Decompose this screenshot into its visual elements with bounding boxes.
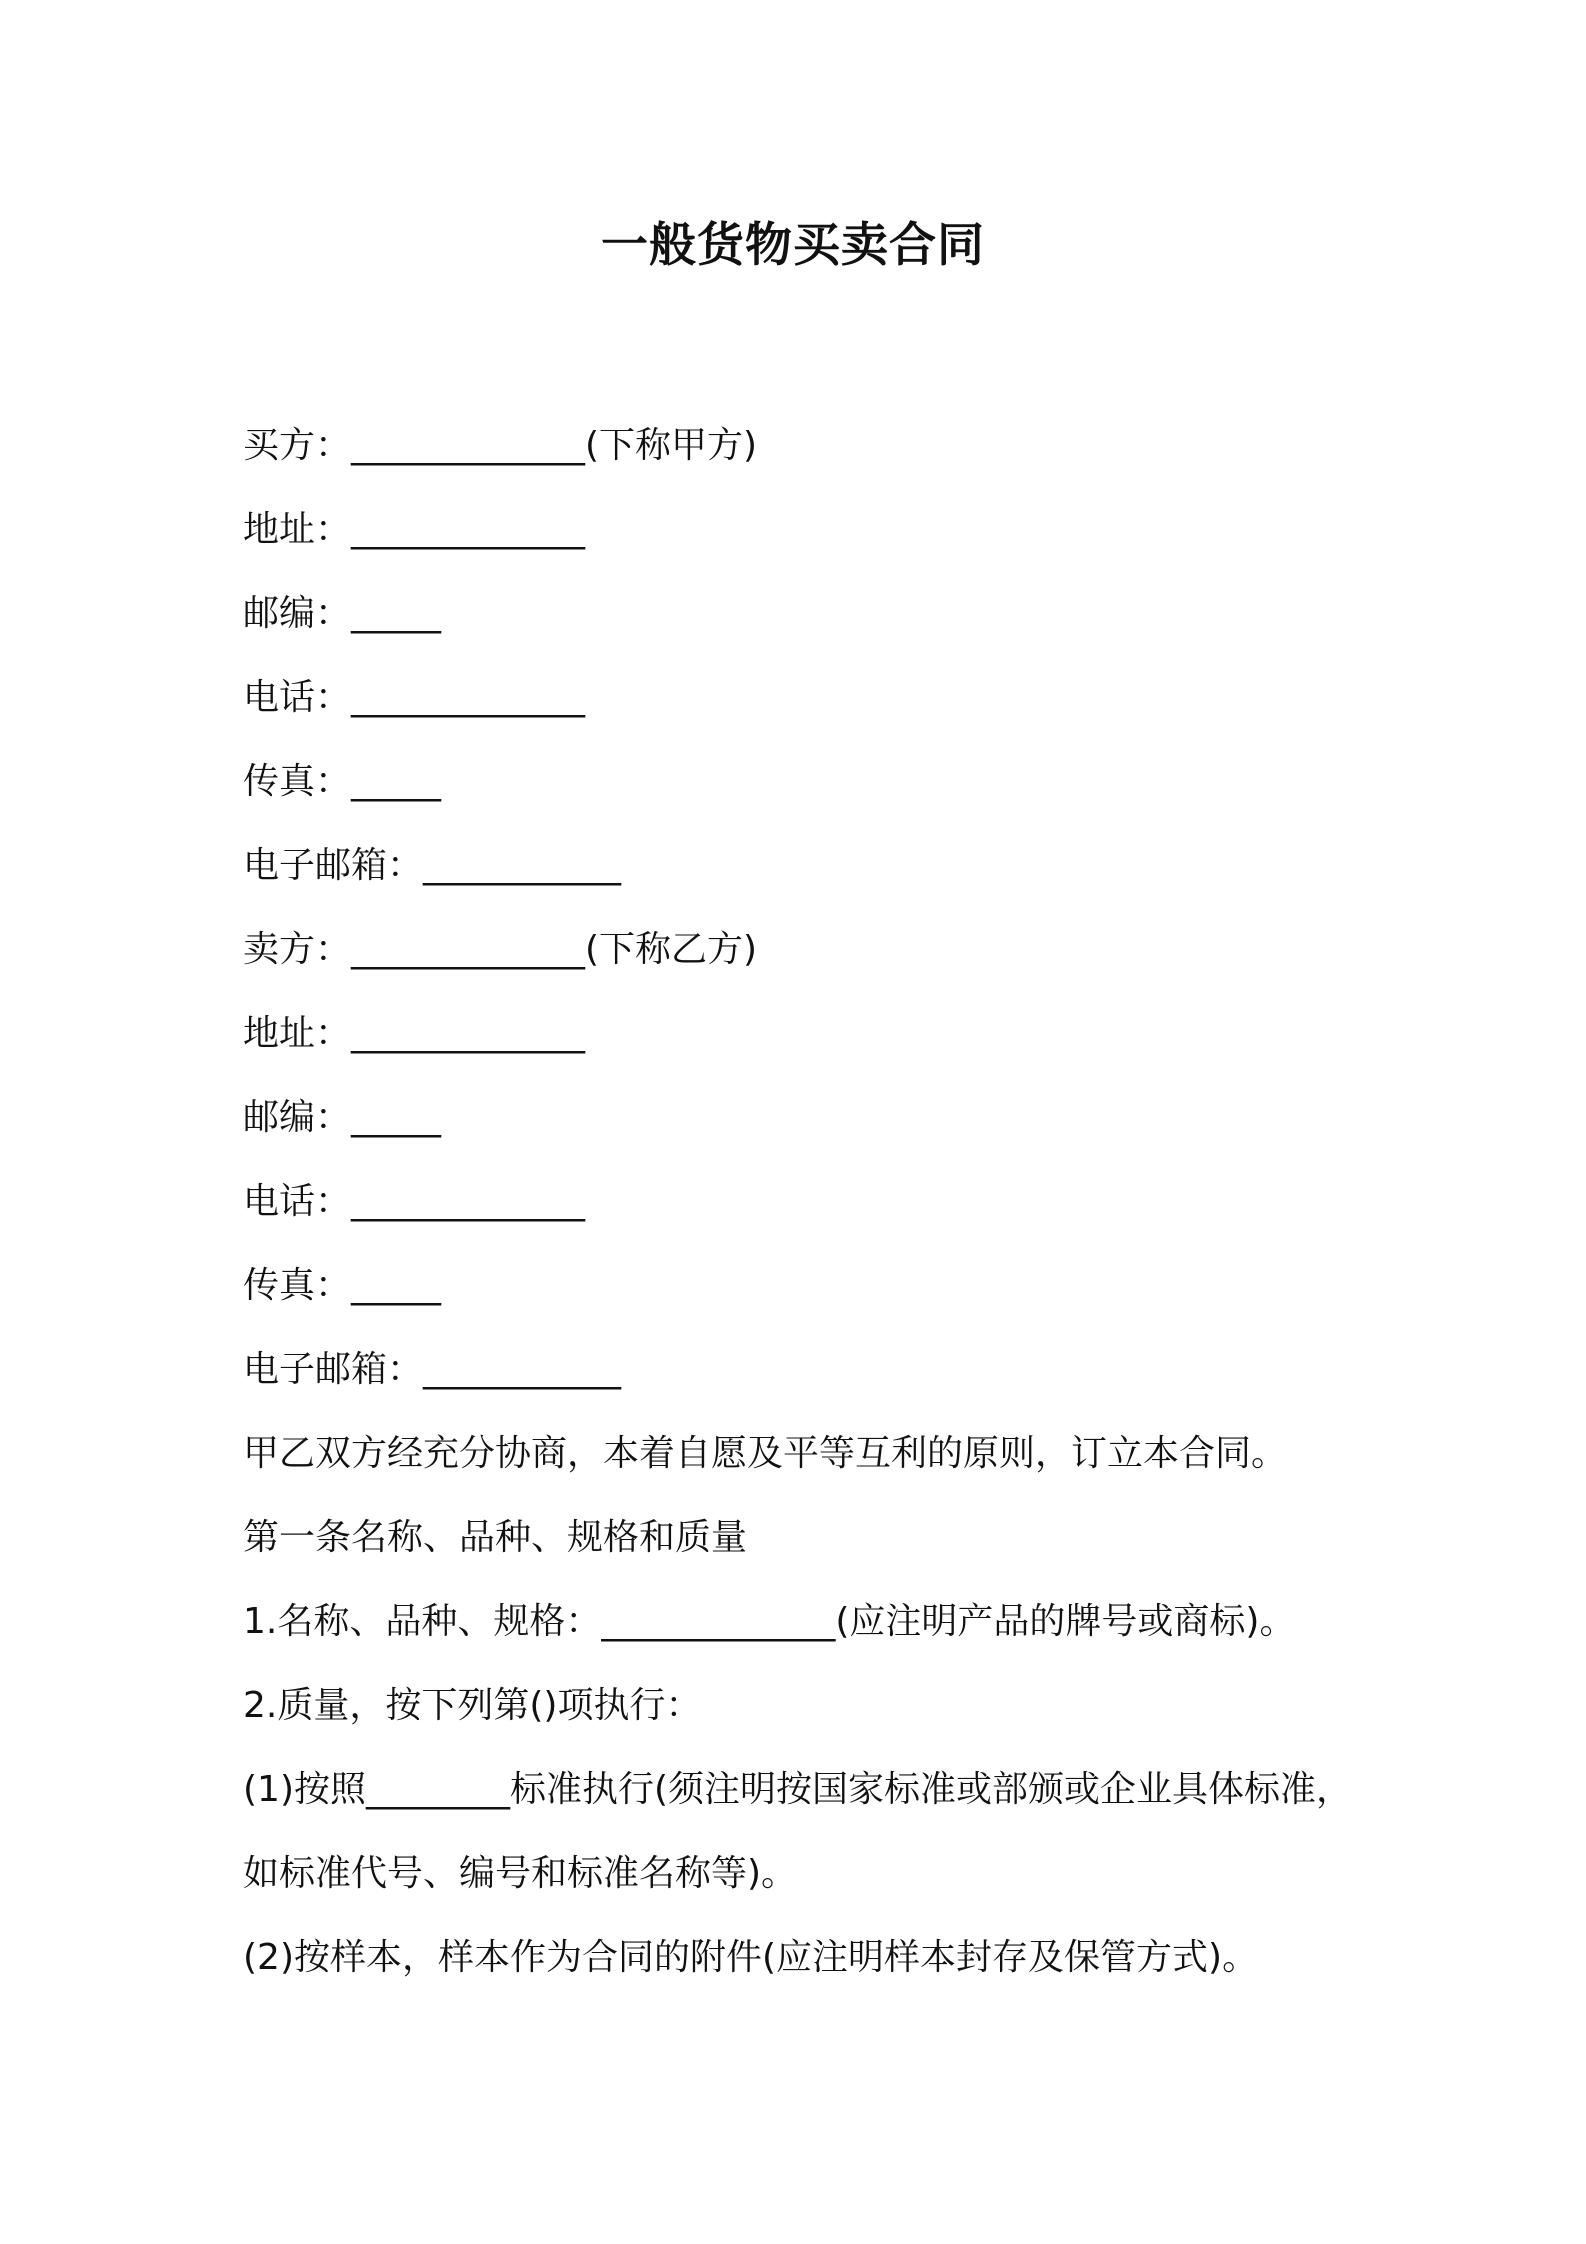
- buyer-name-line: 买方：_____________(下称甲方): [243, 425, 758, 466]
- seller-phone-line: 电话：_____________: [243, 1181, 586, 1222]
- buyer-phone-line: 电话：_____________: [243, 677, 586, 718]
- clause-1-name-spec: 1.名称、品种、规格：_____________(应注明产品的牌号或商标)。: [243, 1601, 1296, 1642]
- seller-address-line: 地址：_____________: [243, 1013, 586, 1054]
- buyer-address-line: 地址：_____________: [243, 509, 586, 550]
- seller-email-line: 电子邮箱：___________: [243, 1349, 622, 1390]
- buyer-email-line: 电子邮箱：___________: [243, 845, 622, 886]
- agreement-preamble: 甲乙双方经充分协商，本着自愿及平等互利的原则，订立本合同。: [243, 1433, 1288, 1474]
- seller-fax-line: 传真：_____: [243, 1265, 442, 1306]
- clause-2-1-standard-cont: 如标准代号、编号和标准名称等)。: [243, 1853, 798, 1894]
- seller-postcode-line: 邮编：_____: [243, 1097, 442, 1138]
- seller-name-line: 卖方：_____________(下称乙方): [243, 929, 758, 970]
- article-one-heading: 第一条名称、品种、规格和质量: [243, 1517, 748, 1558]
- buyer-postcode-line: 邮编：_____: [243, 593, 442, 634]
- clause-2-1-standard: (1)按照________标准执行(须注明按国家标准或部颁或企业具体标准，: [243, 1769, 1353, 1810]
- clause-2-2-sample: (2)按样本，样本作为合同的附件(应注明样本封存及保管方式)。: [243, 1937, 1259, 1978]
- clause-2-quality: 2.质量，按下列第()项执行：: [243, 1685, 702, 1726]
- buyer-fax-line: 传真：_____: [243, 761, 442, 802]
- document-body: [243, 404, 1383, 2000]
- document-title: 一般货物买卖合同: [601, 218, 985, 273]
